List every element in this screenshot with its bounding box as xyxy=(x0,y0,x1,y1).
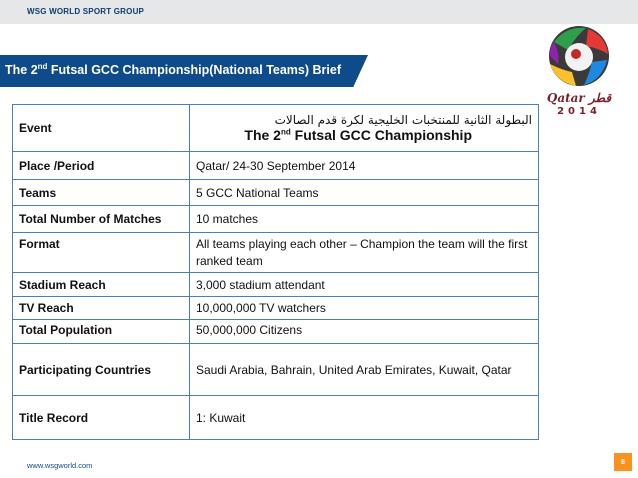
row-value: 1: Kuwait xyxy=(190,396,539,440)
row-label: Participating Countries xyxy=(13,344,190,396)
row-value: 50,000,000 Citizens xyxy=(190,320,539,344)
row-label: TV Reach xyxy=(13,297,190,320)
row-label: Place /Period xyxy=(13,152,190,180)
table-row xyxy=(13,320,539,344)
row-value: Saudi Arabia, Bahrain, United Arab Emirates, Kuwait, Qatar xyxy=(190,344,539,396)
event-en-pre: The 2 xyxy=(244,127,281,143)
row-value: Qatar/ 24-30 September 2014 xyxy=(190,152,539,180)
row-label: Stadium Reach xyxy=(13,273,190,297)
row-value: 3,000 stadium attendant xyxy=(190,273,539,297)
page-number-badge: 8 xyxy=(614,453,632,471)
footer-url[interactable]: www.wsgworld.com xyxy=(27,461,93,470)
title-sup: nd xyxy=(37,62,48,71)
row-label: Format xyxy=(13,233,190,273)
event-arabic: البطولة الثانية للمنتخبات الخليجية لكرة قدم الصالات xyxy=(274,113,532,127)
table-row xyxy=(13,152,539,180)
table-row xyxy=(13,233,539,273)
title-post: Futsal GCC Championship(National Teams) Brief xyxy=(47,63,341,78)
table-row xyxy=(13,180,539,206)
row-label: Event xyxy=(13,105,190,152)
row-value: 10 matches xyxy=(190,206,539,233)
row-label: Total Number of Matches xyxy=(13,206,190,233)
row-value: 5 GCC National Teams xyxy=(190,180,539,206)
row-value: 10,000,000 TV watchers xyxy=(190,297,539,320)
table-row xyxy=(13,206,539,233)
svg-text:Qatar قطر: Qatar قطر xyxy=(546,91,612,105)
brief-table xyxy=(12,104,539,440)
row-label: Total Population xyxy=(13,320,190,344)
title-pre: The 2 xyxy=(5,63,38,78)
slide-title xyxy=(5,62,341,77)
event-english xyxy=(196,127,532,143)
row-label: Title Record xyxy=(13,396,190,440)
event-en-sup: nd xyxy=(280,127,291,137)
table-row xyxy=(13,344,539,396)
event-cell xyxy=(190,105,539,152)
row-label: Teams xyxy=(13,180,190,206)
event-en-post: Futsal GCC Championship xyxy=(290,127,472,143)
brand-name: WSG WORLD SPORT GROUP xyxy=(27,7,145,16)
svg-text:2014: 2014 xyxy=(557,106,601,116)
table-row xyxy=(13,396,539,440)
qatar-2014-logo xyxy=(546,24,612,116)
table-row xyxy=(13,105,539,152)
table-row xyxy=(13,273,539,297)
table-row xyxy=(13,297,539,320)
row-value: All teams playing each other – Champion the team will the first ranked team xyxy=(190,233,539,273)
